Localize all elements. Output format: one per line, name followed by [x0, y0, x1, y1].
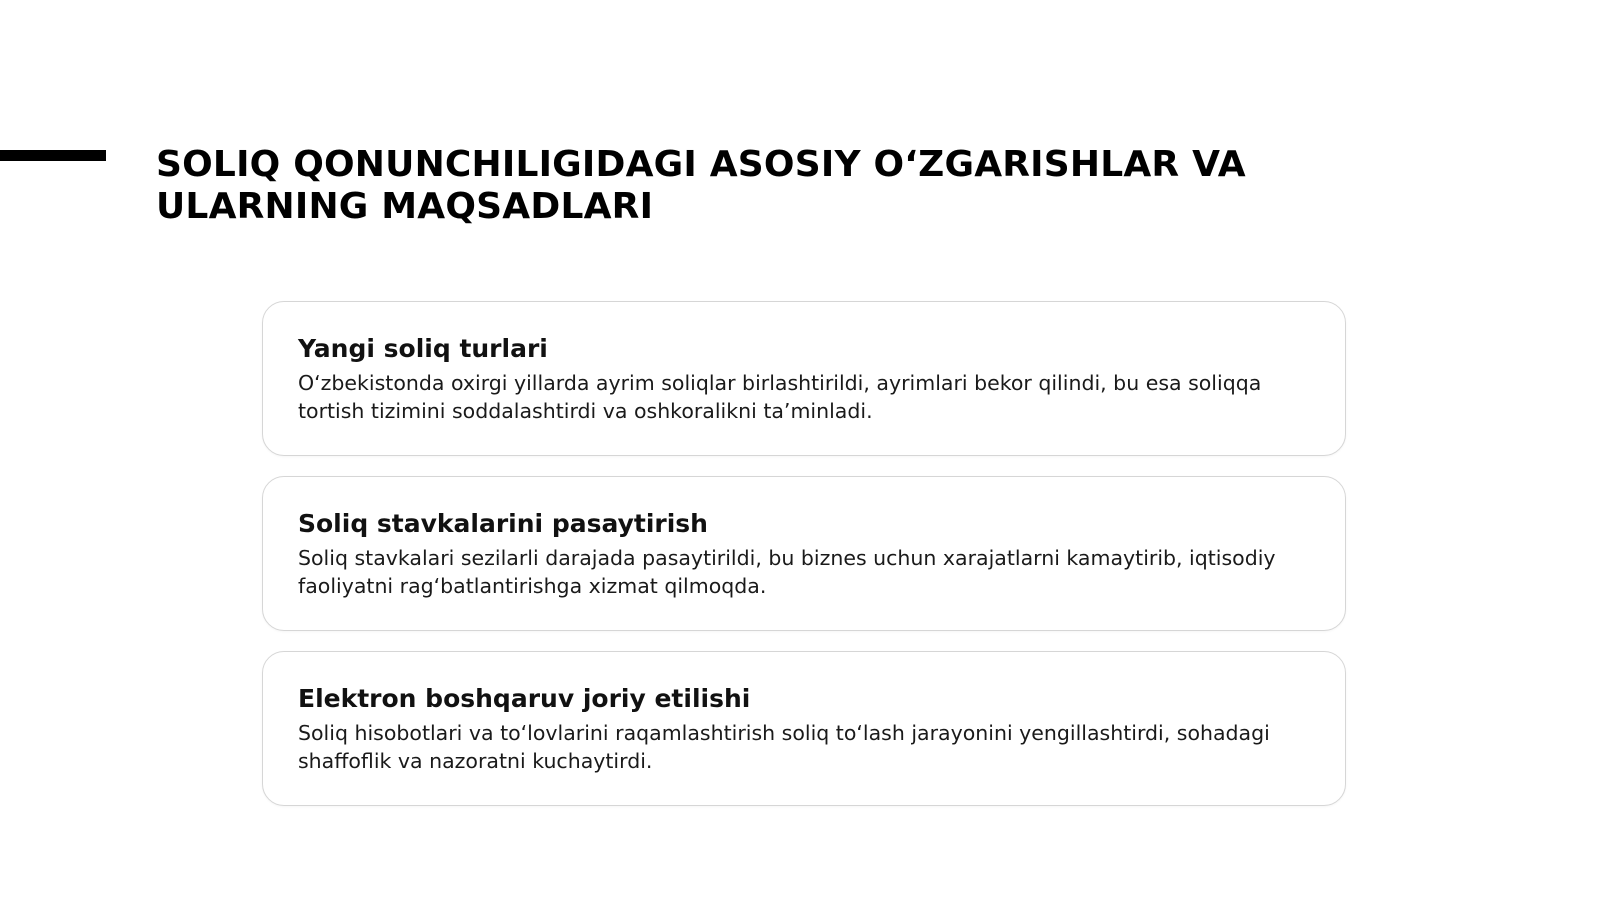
title-accent-bar — [0, 150, 106, 161]
info-card-electronic-management — [262, 651, 1346, 806]
slide-title: SOLIQ QONUNCHILIGIDAGI ASOSIY O‘ZGARISHLAR VA ULARNING MAQSADLARI — [156, 144, 1246, 227]
card-heading: Soliq stavkalarini pasaytirish — [298, 509, 708, 538]
info-card-tax-rate-reduction — [262, 476, 1346, 631]
card-description: Soliq hisobotlari va to‘lovlarini raqamlashtirish soliq to‘lash jarayonini yengillashtirdi, sohadagi shaffoflik va nazoratni kuchaytirdi. — [298, 721, 1270, 773]
card-description: O‘zbekistonda oxirgi yillarda ayrim soliqlar birlashtirildi, ayrimlari bekor qilindi, bu esa soliqqa tortish tizimini soddalashtirdi va oshkoralikni ta’minladi. — [298, 371, 1262, 423]
card-heading: Elektron boshqaruv joriy etilishi — [298, 684, 751, 713]
card-description: Soliq stavkalari sezilarli darajada pasaytirildi, bu biznes uchun xarajatlarni kamaytirib, iqtisodiy faoliyatni rag‘batlantirishga xizmat qilmoqda. — [298, 546, 1276, 598]
card-heading: Yangi soliq turlari — [298, 334, 548, 363]
info-card-new-tax-types — [262, 301, 1346, 456]
